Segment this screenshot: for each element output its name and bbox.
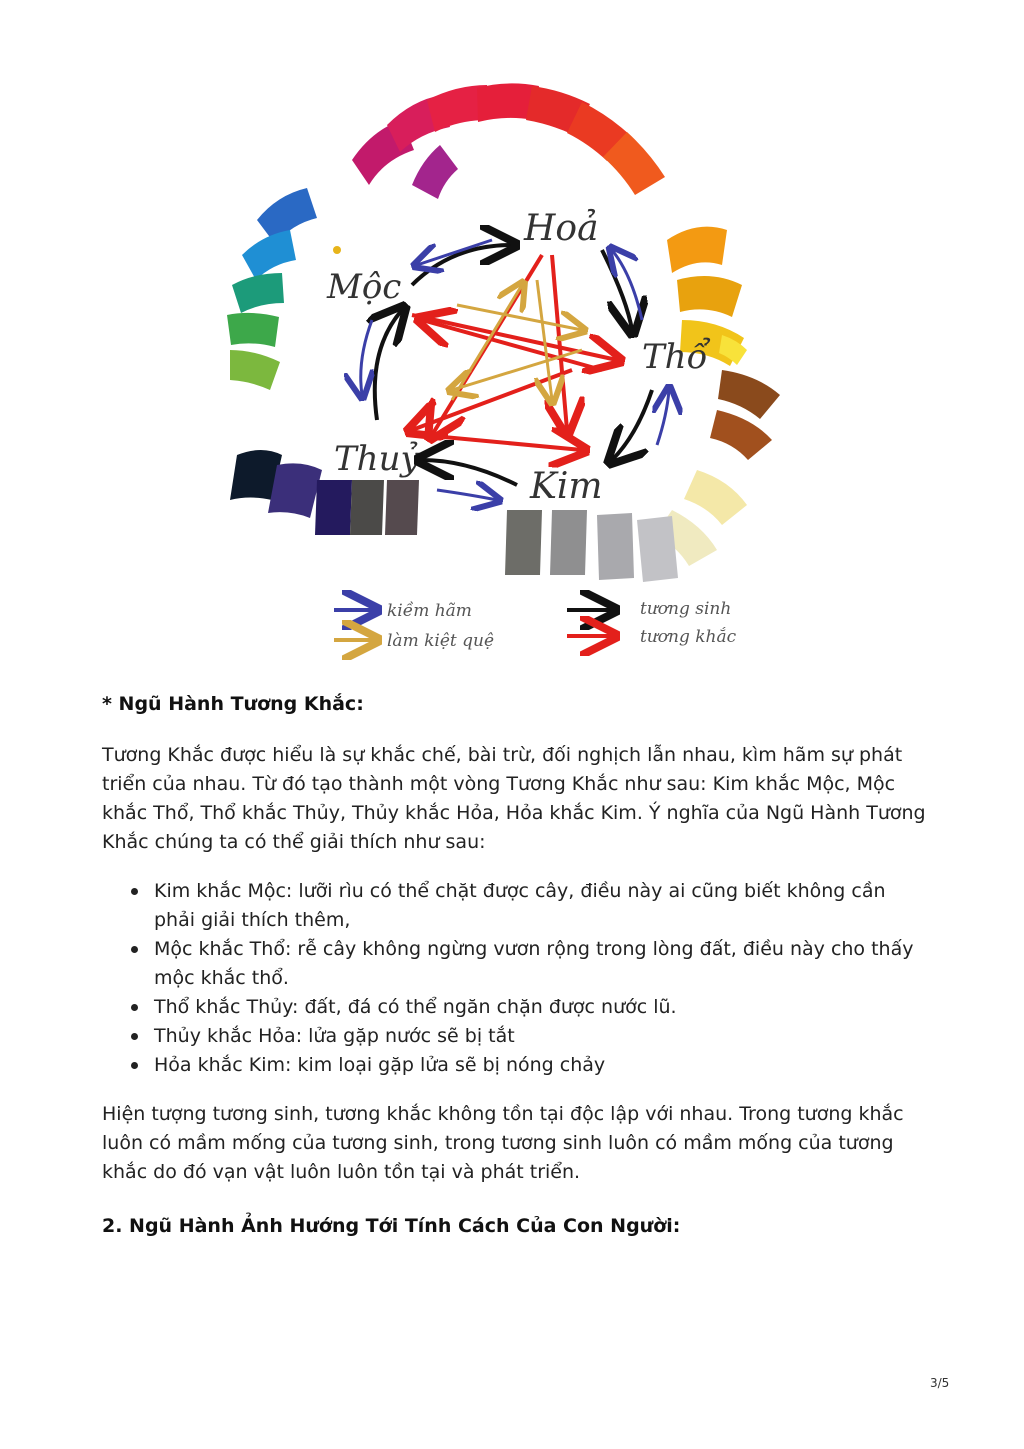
color-swatch-wheel — [227, 83, 780, 582]
legend-tuong-sinh: tương sinh — [640, 599, 732, 619]
intro-paragraph: Tương Khắc được hiểu là sự khắc chế, bài trừ, đối nghịch lẫn nhau, kìm hãm sự phát triển của nhau. Từ đó tạo thành một vòng Tương Khắc như sau: Kim khắc Mộc, Mộc khắc Thổ, Thổ khắc Thủy, Thủy khắc Hỏa, Hỏa khắc Kim. Ý nghĩa của Ngũ Hành Tương Khắc chúng ta có thể giải thích như sau: — [102, 744, 926, 853]
legend-kiem-ham: kiềm hãm — [387, 601, 472, 621]
label-hoa: Hoả — [524, 208, 599, 249]
section-heading-tuong-khac: * Ngũ Hành Tương Khắc: — [102, 693, 364, 715]
label-thuy: Thuỷ — [334, 439, 420, 479]
section-heading-personality: 2. Ngũ Hành Ảnh Hướng Tới Tính Cách Của Con Người: — [102, 1215, 681, 1237]
list-item: Hỏa khắc Kim: kim loại gặp lửa sẽ bị nóng chảy — [154, 1051, 928, 1080]
legend-tuong-khac: tương khắc — [640, 627, 737, 647]
label-tho: Thổ — [642, 337, 708, 377]
tuong-khac-arrows — [412, 255, 617, 450]
legend-lam-kiet-que: làm kiệt quệ — [387, 631, 495, 651]
five-elements-diagram — [112, 70, 912, 668]
legend — [334, 599, 737, 651]
page-number: 3/5 — [930, 1376, 950, 1390]
bullet-list — [102, 877, 928, 1080]
outro-paragraph: Hiện tượng tương sinh, tương khắc không tồn tại độc lập với nhau. Trong tương khắc luôn có mầm mống của tương sinh, trong tương sinh luôn có mầm mống của tương khắc do đó vạn vật luôn luôn tồn tại và phát triển. — [102, 1103, 904, 1183]
list-item: Kim khắc Mộc: lưỡi rìu có thể chặt được cây, điều này ai cũng biết không cần phải giải thích thêm, — [154, 877, 928, 935]
list-item: Thủy khắc Hỏa: lửa gặp nước sẽ bị tắt — [154, 1022, 928, 1051]
list-item: Mộc khắc Thổ: rễ cây không ngừng vươn rộng trong lòng đất, điều này cho thấy mộc khắc thổ. — [154, 935, 928, 993]
label-kim: Kim — [530, 466, 603, 507]
label-moc: Mộc — [327, 267, 402, 307]
list-item: Thổ khắc Thủy: đất, đá có thể ngăn chặn được nước lũ. — [154, 993, 928, 1022]
article-content — [102, 690, 928, 1241]
